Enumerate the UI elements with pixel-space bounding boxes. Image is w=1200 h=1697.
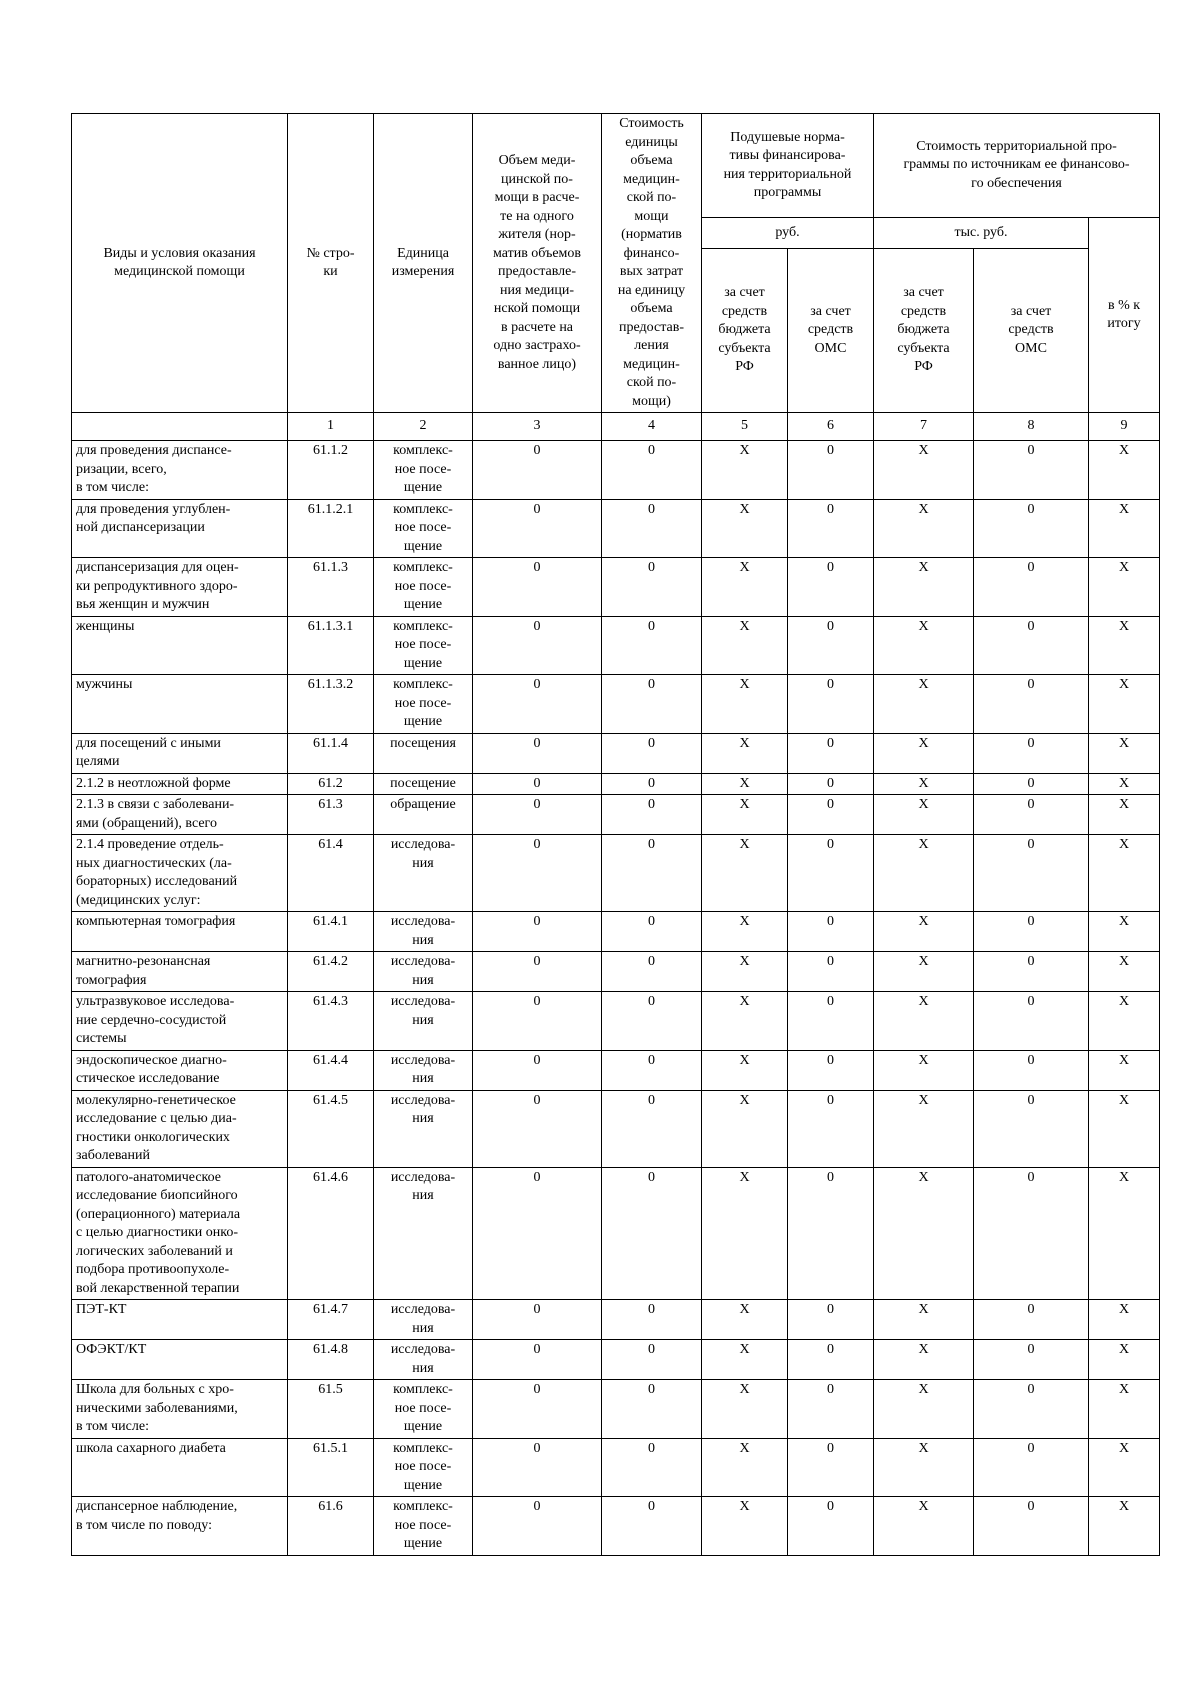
column-number: 5 bbox=[702, 413, 788, 441]
cost-oms-cell: 0 bbox=[974, 952, 1089, 992]
header-percent-of-total: в % к итогу bbox=[1089, 218, 1160, 413]
unit-cost-cell: 0 bbox=[602, 1300, 702, 1340]
cost-budget-cell: X bbox=[874, 1050, 974, 1090]
norm-budget-cell: X bbox=[702, 733, 788, 773]
cost-oms-cell: 0 bbox=[974, 835, 1089, 912]
norm-budget-cell: X bbox=[702, 1380, 788, 1439]
cost-oms-cell: 0 bbox=[974, 1050, 1089, 1090]
table-header bbox=[72, 114, 1160, 413]
unit-cost-cell: 0 bbox=[602, 499, 702, 558]
percent-cell: X bbox=[1089, 835, 1160, 912]
service-name-cell: диспансеризация для оцен- ки репродуктивного здоро- вья женщин и мужчин bbox=[72, 558, 288, 617]
financing-table bbox=[71, 113, 1160, 1556]
service-name-cell: для проведения углублен- ной диспансеризации bbox=[72, 499, 288, 558]
percent-cell: X bbox=[1089, 1438, 1160, 1497]
unit-cell: исследова- ния bbox=[374, 952, 473, 992]
row-number-cell: 61.1.4 bbox=[288, 733, 374, 773]
volume-cell: 0 bbox=[473, 441, 602, 500]
norm-budget-cell: X bbox=[702, 1340, 788, 1380]
cost-oms-cell: 0 bbox=[974, 992, 1089, 1051]
cost-budget-cell: X bbox=[874, 1167, 974, 1300]
cost-budget-cell: X bbox=[874, 558, 974, 617]
norm-oms-cell: 0 bbox=[788, 835, 874, 912]
unit-cost-cell: 0 bbox=[602, 795, 702, 835]
norm-oms-cell: 0 bbox=[788, 1300, 874, 1340]
row-number-cell: 61.1.2.1 bbox=[288, 499, 374, 558]
service-name-cell: 2.1.4 проведение отдель- ных диагностических (ла- бораторных) исследований (медицинских услуг: bbox=[72, 835, 288, 912]
cost-oms-cell: 0 bbox=[974, 1438, 1089, 1497]
cost-oms-cell: 0 bbox=[974, 616, 1089, 675]
row-number-cell: 61.4.7 bbox=[288, 1300, 374, 1340]
unit-cost-cell: 0 bbox=[602, 558, 702, 617]
volume-cell: 0 bbox=[473, 912, 602, 952]
cost-budget-cell: X bbox=[874, 952, 974, 992]
unit-cell: комплекс- ное посе- щение bbox=[374, 441, 473, 500]
unit-cell: комплекс- ное посе- щение bbox=[374, 558, 473, 617]
unit-cost-cell: 0 bbox=[602, 912, 702, 952]
percent-cell: X bbox=[1089, 912, 1160, 952]
unit-cell: комплекс- ное посе- щение bbox=[374, 675, 473, 734]
volume-cell: 0 bbox=[473, 1167, 602, 1300]
norm-budget-cell: X bbox=[702, 499, 788, 558]
cost-budget-cell: X bbox=[874, 1340, 974, 1380]
norm-budget-cell: X bbox=[702, 616, 788, 675]
service-name-cell: патолого-анатомическое исследование биопсийного (операционного) материала с целью диагностики онко- логических заболеваний и подбора противоопухоле- вой лекарственной терапии bbox=[72, 1167, 288, 1300]
norm-budget-cell: X bbox=[702, 1167, 788, 1300]
norm-oms-cell: 0 bbox=[788, 912, 874, 952]
row-number-cell: 61.4.3 bbox=[288, 992, 374, 1051]
table-row bbox=[72, 835, 1160, 912]
table-row bbox=[72, 441, 1160, 500]
unit-cell: исследова- ния bbox=[374, 912, 473, 952]
table-row bbox=[72, 1050, 1160, 1090]
table-row bbox=[72, 499, 1160, 558]
volume-cell: 0 bbox=[473, 675, 602, 734]
unit-cost-cell: 0 bbox=[602, 616, 702, 675]
norm-oms-cell: 0 bbox=[788, 1497, 874, 1556]
cost-oms-cell: 0 bbox=[974, 733, 1089, 773]
cost-budget-cell: X bbox=[874, 992, 974, 1051]
percent-cell: X bbox=[1089, 616, 1160, 675]
norm-budget-cell: X bbox=[702, 1300, 788, 1340]
volume-cell: 0 bbox=[473, 1300, 602, 1340]
norm-oms-cell: 0 bbox=[788, 558, 874, 617]
cost-oms-cell: 0 bbox=[974, 795, 1089, 835]
table-row bbox=[72, 773, 1160, 795]
volume-cell: 0 bbox=[473, 1380, 602, 1439]
row-number-cell: 61.1.2 bbox=[288, 441, 374, 500]
unit-cell: посещение bbox=[374, 773, 473, 795]
unit-cost-cell: 0 bbox=[602, 1497, 702, 1556]
percent-cell: X bbox=[1089, 499, 1160, 558]
table-row bbox=[72, 1167, 1160, 1300]
unit-cost-cell: 0 bbox=[602, 773, 702, 795]
header-unit-rub: руб. bbox=[702, 218, 874, 249]
percent-cell: X bbox=[1089, 1090, 1160, 1167]
table-row bbox=[72, 912, 1160, 952]
cost-oms-cell: 0 bbox=[974, 1090, 1089, 1167]
volume-cell: 0 bbox=[473, 1090, 602, 1167]
service-name-cell: женщины bbox=[72, 616, 288, 675]
cost-oms-cell: 0 bbox=[974, 1380, 1089, 1439]
header-cost-budget: за счет средств бюджета субъекта РФ bbox=[874, 249, 974, 413]
header-unit: Единица измерения bbox=[374, 114, 473, 413]
norm-budget-cell: X bbox=[702, 1090, 788, 1167]
cost-oms-cell: 0 bbox=[974, 773, 1089, 795]
row-number-cell: 61.4.1 bbox=[288, 912, 374, 952]
unit-cell: посещения bbox=[374, 733, 473, 773]
header-unit-thousand-rub: тыс. руб. bbox=[874, 218, 1089, 249]
norm-budget-cell: X bbox=[702, 441, 788, 500]
header-volume: Объем меди- цинской по- мощи в расче- те на одного жителя (нор- матив объемов предоставле- ния медици- нской помощи в расчете на одно застрахо- ванное лицо) bbox=[473, 114, 602, 413]
volume-cell: 0 bbox=[473, 835, 602, 912]
table-row bbox=[72, 1340, 1160, 1380]
volume-cell: 0 bbox=[473, 499, 602, 558]
table-row bbox=[72, 558, 1160, 617]
norm-budget-cell: X bbox=[702, 835, 788, 912]
table-row bbox=[72, 992, 1160, 1051]
volume-cell: 0 bbox=[473, 616, 602, 675]
column-number: 1 bbox=[288, 413, 374, 441]
table-row bbox=[72, 1497, 1160, 1556]
header-per-capita-norms: Подушевые норма- тивы финансирова- ния территориальной программы bbox=[702, 114, 874, 218]
cost-oms-cell: 0 bbox=[974, 675, 1089, 734]
table-row bbox=[72, 952, 1160, 992]
service-name-cell: ОФЭКТ/КТ bbox=[72, 1340, 288, 1380]
percent-cell: X bbox=[1089, 441, 1160, 500]
header-norm-budget: за счет средств бюджета субъекта РФ bbox=[702, 249, 788, 413]
table-row bbox=[72, 795, 1160, 835]
row-number-cell: 61.4.6 bbox=[288, 1167, 374, 1300]
service-name-cell: компьютерная томография bbox=[72, 912, 288, 952]
unit-cell: обращение bbox=[374, 795, 473, 835]
unit-cell: исследова- ния bbox=[374, 1340, 473, 1380]
norm-budget-cell: X bbox=[702, 558, 788, 617]
unit-cell: исследова- ния bbox=[374, 1050, 473, 1090]
unit-cost-cell: 0 bbox=[602, 1438, 702, 1497]
service-name-cell: мужчины bbox=[72, 675, 288, 734]
service-name-cell: эндоскопическое диагно- стическое исследование bbox=[72, 1050, 288, 1090]
service-name-cell: молекулярно-генетическое исследование с целью диа- гностики онкологических заболеваний bbox=[72, 1090, 288, 1167]
norm-budget-cell: X bbox=[702, 1497, 788, 1556]
norm-oms-cell: 0 bbox=[788, 952, 874, 992]
service-name-cell: магнитно-резонансная томография bbox=[72, 952, 288, 992]
volume-cell: 0 bbox=[473, 1050, 602, 1090]
column-number: 8 bbox=[974, 413, 1089, 441]
cost-budget-cell: X bbox=[874, 499, 974, 558]
service-name-cell: школа сахарного диабета bbox=[72, 1438, 288, 1497]
service-name-cell: Школа для больных с хро- ническими заболеваниями, в том числе: bbox=[72, 1380, 288, 1439]
row-number-cell: 61.2 bbox=[288, 773, 374, 795]
percent-cell: X bbox=[1089, 1167, 1160, 1300]
unit-cost-cell: 0 bbox=[602, 675, 702, 734]
unit-cell: комплекс- ное посе- щение bbox=[374, 499, 473, 558]
header-norm-oms: за счет средств ОМС bbox=[788, 249, 874, 413]
norm-oms-cell: 0 bbox=[788, 773, 874, 795]
unit-cost-cell: 0 bbox=[602, 992, 702, 1051]
percent-cell: X bbox=[1089, 1050, 1160, 1090]
unit-cost-cell: 0 bbox=[602, 441, 702, 500]
cost-oms-cell: 0 bbox=[974, 1340, 1089, 1380]
unit-cost-cell: 0 bbox=[602, 1167, 702, 1300]
header-program-cost: Стоимость территориальной про- граммы по источникам ее финансово- го обеспечения bbox=[874, 114, 1160, 218]
cost-oms-cell: 0 bbox=[974, 441, 1089, 500]
row-number-cell: 61.4.4 bbox=[288, 1050, 374, 1090]
volume-cell: 0 bbox=[473, 1340, 602, 1380]
service-name-cell: ПЭТ-КТ bbox=[72, 1300, 288, 1340]
norm-oms-cell: 0 bbox=[788, 733, 874, 773]
row-number-cell: 61.5.1 bbox=[288, 1438, 374, 1497]
unit-cell: исследова- ния bbox=[374, 835, 473, 912]
cost-budget-cell: X bbox=[874, 1380, 974, 1439]
cost-budget-cell: X bbox=[874, 773, 974, 795]
column-number bbox=[72, 413, 288, 441]
unit-cost-cell: 0 bbox=[602, 733, 702, 773]
percent-cell: X bbox=[1089, 952, 1160, 992]
service-name-cell: для проведения диспансе- ризации, всего, в том числе: bbox=[72, 441, 288, 500]
row-number-cell: 61.4 bbox=[288, 835, 374, 912]
percent-cell: X bbox=[1089, 558, 1160, 617]
cost-oms-cell: 0 bbox=[974, 558, 1089, 617]
column-number: 2 bbox=[374, 413, 473, 441]
row-number-cell: 61.5 bbox=[288, 1380, 374, 1439]
volume-cell: 0 bbox=[473, 773, 602, 795]
column-number-row bbox=[72, 413, 1160, 441]
table-row bbox=[72, 1090, 1160, 1167]
table-row bbox=[72, 733, 1160, 773]
unit-cell: комплекс- ное посе- щение bbox=[374, 1380, 473, 1439]
column-number: 6 bbox=[788, 413, 874, 441]
volume-cell: 0 bbox=[473, 733, 602, 773]
norm-oms-cell: 0 bbox=[788, 1438, 874, 1497]
norm-budget-cell: X bbox=[702, 675, 788, 734]
cost-budget-cell: X bbox=[874, 1300, 974, 1340]
unit-cell: комплекс- ное посе- щение bbox=[374, 1438, 473, 1497]
header-services: Виды и условия оказания медицинской помощи bbox=[72, 114, 288, 413]
cost-budget-cell: X bbox=[874, 441, 974, 500]
row-number-cell: 61.1.3.2 bbox=[288, 675, 374, 734]
percent-cell: X bbox=[1089, 795, 1160, 835]
percent-cell: X bbox=[1089, 1340, 1160, 1380]
row-number-cell: 61.1.3.1 bbox=[288, 616, 374, 675]
row-number-cell: 61.3 bbox=[288, 795, 374, 835]
row-number-cell: 61.4.5 bbox=[288, 1090, 374, 1167]
service-name-cell: 2.1.2 в неотложной форме bbox=[72, 773, 288, 795]
norm-oms-cell: 0 bbox=[788, 499, 874, 558]
volume-cell: 0 bbox=[473, 795, 602, 835]
norm-oms-cell: 0 bbox=[788, 1340, 874, 1380]
volume-cell: 0 bbox=[473, 1438, 602, 1497]
cost-budget-cell: X bbox=[874, 912, 974, 952]
norm-oms-cell: 0 bbox=[788, 1167, 874, 1300]
norm-oms-cell: 0 bbox=[788, 616, 874, 675]
cost-budget-cell: X bbox=[874, 733, 974, 773]
volume-cell: 0 bbox=[473, 952, 602, 992]
percent-cell: X bbox=[1089, 1497, 1160, 1556]
unit-cell: исследова- ния bbox=[374, 992, 473, 1051]
norm-oms-cell: 0 bbox=[788, 1090, 874, 1167]
table-row bbox=[72, 1380, 1160, 1439]
unit-cell: комплекс- ное посе- щение bbox=[374, 1497, 473, 1556]
column-number: 7 bbox=[874, 413, 974, 441]
unit-cost-cell: 0 bbox=[602, 952, 702, 992]
norm-budget-cell: X bbox=[702, 912, 788, 952]
norm-oms-cell: 0 bbox=[788, 1050, 874, 1090]
norm-budget-cell: X bbox=[702, 952, 788, 992]
norm-oms-cell: 0 bbox=[788, 441, 874, 500]
percent-cell: X bbox=[1089, 992, 1160, 1051]
volume-cell: 0 bbox=[473, 558, 602, 617]
cost-budget-cell: X bbox=[874, 795, 974, 835]
norm-budget-cell: X bbox=[702, 773, 788, 795]
row-number-cell: 61.4.8 bbox=[288, 1340, 374, 1380]
unit-cell: исследова- ния bbox=[374, 1167, 473, 1300]
header-row-number: № стро- ки bbox=[288, 114, 374, 413]
cost-oms-cell: 0 bbox=[974, 1497, 1089, 1556]
percent-cell: X bbox=[1089, 1300, 1160, 1340]
row-number-cell: 61.1.3 bbox=[288, 558, 374, 617]
unit-cell: исследова- ния bbox=[374, 1300, 473, 1340]
table-row bbox=[72, 1438, 1160, 1497]
service-name-cell: ультразвуковое исследова- ние сердечно-сосудистой системы bbox=[72, 992, 288, 1051]
norm-budget-cell: X bbox=[702, 992, 788, 1051]
norm-budget-cell: X bbox=[702, 795, 788, 835]
unit-cost-cell: 0 bbox=[602, 1090, 702, 1167]
norm-budget-cell: X bbox=[702, 1438, 788, 1497]
percent-cell: X bbox=[1089, 733, 1160, 773]
service-name-cell: диспансерное наблюдение, в том числе по поводу: bbox=[72, 1497, 288, 1556]
column-number: 9 bbox=[1089, 413, 1160, 441]
norm-budget-cell: X bbox=[702, 1050, 788, 1090]
norm-oms-cell: 0 bbox=[788, 795, 874, 835]
table-row bbox=[72, 616, 1160, 675]
row-number-cell: 61.4.2 bbox=[288, 952, 374, 992]
volume-cell: 0 bbox=[473, 992, 602, 1051]
unit-cell: комплекс- ное посе- щение bbox=[374, 616, 473, 675]
cost-oms-cell: 0 bbox=[974, 912, 1089, 952]
table-row bbox=[72, 675, 1160, 734]
norm-oms-cell: 0 bbox=[788, 675, 874, 734]
unit-cost-cell: 0 bbox=[602, 1340, 702, 1380]
service-name-cell: для посещений с иными целями bbox=[72, 733, 288, 773]
unit-cell: исследова- ния bbox=[374, 1090, 473, 1167]
unit-cost-cell: 0 bbox=[602, 1380, 702, 1439]
cost-budget-cell: X bbox=[874, 1438, 974, 1497]
cost-budget-cell: X bbox=[874, 1090, 974, 1167]
header-unit-cost: Стоимость единицы объема медицин- ской по- мощи (норматив финансо- вых затрат на единицу объема предостав- ления медицин- ской по- мощи) bbox=[602, 114, 702, 413]
table-body bbox=[72, 413, 1160, 1556]
volume-cell: 0 bbox=[473, 1497, 602, 1556]
column-number: 4 bbox=[602, 413, 702, 441]
column-number: 3 bbox=[473, 413, 602, 441]
table-row bbox=[72, 1300, 1160, 1340]
row-number-cell: 61.6 bbox=[288, 1497, 374, 1556]
cost-oms-cell: 0 bbox=[974, 499, 1089, 558]
percent-cell: X bbox=[1089, 675, 1160, 734]
percent-cell: X bbox=[1089, 773, 1160, 795]
cost-budget-cell: X bbox=[874, 1497, 974, 1556]
cost-oms-cell: 0 bbox=[974, 1300, 1089, 1340]
norm-oms-cell: 0 bbox=[788, 992, 874, 1051]
unit-cost-cell: 0 bbox=[602, 1050, 702, 1090]
norm-oms-cell: 0 bbox=[788, 1380, 874, 1439]
cost-budget-cell: X bbox=[874, 675, 974, 734]
cost-budget-cell: X bbox=[874, 835, 974, 912]
service-name-cell: 2.1.3 в связи с заболевани- ями (обращений), всего bbox=[72, 795, 288, 835]
percent-cell: X bbox=[1089, 1380, 1160, 1439]
header-cost-oms: за счет средств ОМС bbox=[974, 249, 1089, 413]
unit-cost-cell: 0 bbox=[602, 835, 702, 912]
cost-budget-cell: X bbox=[874, 616, 974, 675]
cost-oms-cell: 0 bbox=[974, 1167, 1089, 1300]
